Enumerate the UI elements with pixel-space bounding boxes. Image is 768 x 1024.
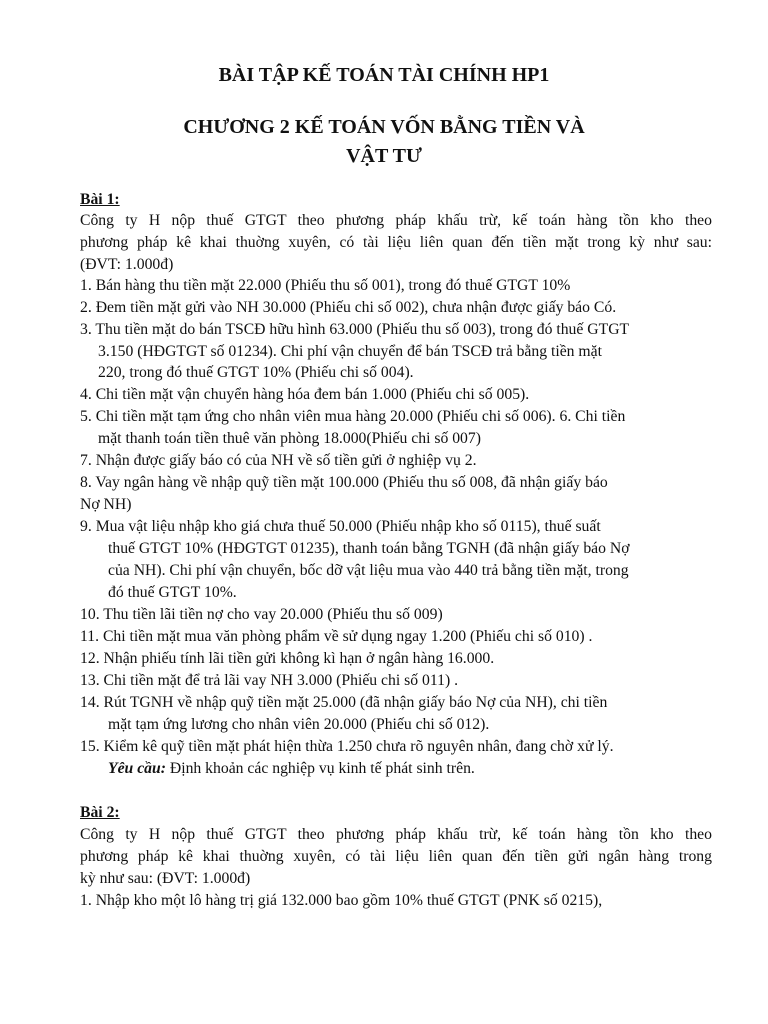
- list-item: 8. Vay ngân hàng về nhập quỹ tiền mặt 100.000 (Phiếu thu số 008, đã nhận giấy báo: [80, 474, 608, 491]
- exercise-1-intro: (ĐVT: 1.000đ): [80, 256, 174, 273]
- requirement-line: [108, 759, 475, 779]
- exercise-2-heading: Bài 2:: [80, 804, 120, 821]
- list-item-continuation: đó thuế GTGT 10%.: [108, 584, 237, 601]
- list-item: 2. Đem tiền mặt gửi vào NH 30.000 (Phiếu chi số 002), chưa nhận được giấy báo Có.: [80, 299, 617, 316]
- list-item-continuation: Nợ NH): [80, 496, 132, 513]
- exercise-1-intro: phương pháp kê khai thuờng xuyên, có tài liệu liên quan đến tiền mặt trong kỳ như sau:: [80, 234, 712, 251]
- list-item-continuation: thuế GTGT 10% (HĐGTGT 01235), thanh toán bằng TGNH (đã nhận giấy báo Nợ: [108, 540, 630, 557]
- document-title: BÀI TẬP KẾ TOÁN TÀI CHÍNH HP1: [218, 64, 550, 86]
- list-item: 1. Nhập kho một lô hàng trị giá 132.000 bao gồm 10% thuế GTGT (PNK số 0215),: [80, 892, 603, 909]
- chapter-title-line2: VẬT TƯ: [346, 145, 422, 167]
- list-item: 13. Chi tiền mặt để trả lãi vay NH 3.000 (Phiếu chi số 011) .: [80, 672, 459, 689]
- list-item: 4. Chi tiền mặt vận chuyển hàng hóa đem bán 1.000 (Phiếu chi số 005).: [80, 386, 530, 403]
- list-item: 1. Bán hàng thu tiền mặt 22.000 (Phiếu thu số 001), trong đó thuế GTGT 10%: [80, 277, 571, 294]
- exercise-2-intro: kỳ như sau: (ĐVT: 1.000đ): [80, 870, 251, 887]
- list-item: 9. Mua vật liệu nhập kho giá chưa thuế 50.000 (Phiếu nhập kho số 0115), thuế suất: [80, 518, 601, 535]
- exercise-1-intro: Công ty H nộp thuế GTGT theo phương pháp khấu trừ, kế toán hàng tồn kho theo: [80, 212, 712, 229]
- list-item-continuation: mặt thanh toán tiền thuê văn phòng 18.000(Phiếu chi số 007): [98, 430, 481, 447]
- exercise-1-heading: Bài 1:: [80, 191, 120, 208]
- requirement-label: Yêu cầu:: [108, 760, 166, 777]
- list-item-continuation: mặt tạm ứng lương cho nhân viên 20.000 (Phiếu chi số 012).: [108, 716, 490, 733]
- list-item: 12. Nhận phiếu tính lãi tiền gửi không kì hạn ở ngân hàng 16.000.: [80, 650, 495, 667]
- requirement-text: Định khoản các nghiệp vụ kinh tế phát sinh trên.: [165, 760, 475, 777]
- chapter-title-line1: CHƯƠNG 2 KẾ TOÁN VỐN BẰNG TIỀN VÀ: [183, 116, 585, 138]
- list-item: 14. Rút TGNH về nhập quỹ tiền mặt 25.000 (đã nhận giấy báo Nợ của NH), chi tiền: [80, 694, 608, 711]
- list-item: 10. Thu tiền lãi tiền nợ cho vay 20.000 (Phiếu thu số 009): [80, 606, 443, 623]
- list-item-continuation: 220, trong đó thuế GTGT 10% (Phiếu chi số 004).: [98, 364, 414, 381]
- exercise-2-intro: phương pháp kê khai thuờng xuyên, có tài liệu liên quan đến tiền gửi ngân hàng trong: [80, 848, 712, 865]
- exercise-2-intro: Công ty H nộp thuế GTGT theo phương pháp khấu trừ, kế toán hàng tồn kho theo: [80, 826, 712, 843]
- list-item-continuation: của NH). Chi phí vận chuyển, bốc dỡ vật liệu mua vào 440 trả bằng tiền mặt, trong: [108, 562, 629, 579]
- list-item-continuation: 3.150 (HĐGTGT số 01234). Chi phí vận chuyển để bán TSCĐ trả bằng tiền mặt: [98, 343, 602, 360]
- list-item: 11. Chi tiền mặt mua văn phòng phẩm về sử dụng ngay 1.200 (Phiếu chi số 010) .: [80, 628, 593, 645]
- list-item: 7. Nhận được giấy báo có của NH về số tiền gửi ở nghiệp vụ 2.: [80, 452, 477, 469]
- list-item: 15. Kiểm kê quỹ tiền mặt phát hiện thừa 1.250 chưa rõ nguyên nhân, đang chờ xử lý.: [80, 738, 614, 755]
- list-item: 5. Chi tiền mặt tạm ứng cho nhân viên mua hàng 20.000 (Phiếu chi số 006). 6. Chi tiền: [80, 408, 626, 425]
- list-item: 3. Thu tiền mặt do bán TSCĐ hữu hình 63.000 (Phiếu thu số 003), trong đó thuế GTGT: [80, 321, 630, 338]
